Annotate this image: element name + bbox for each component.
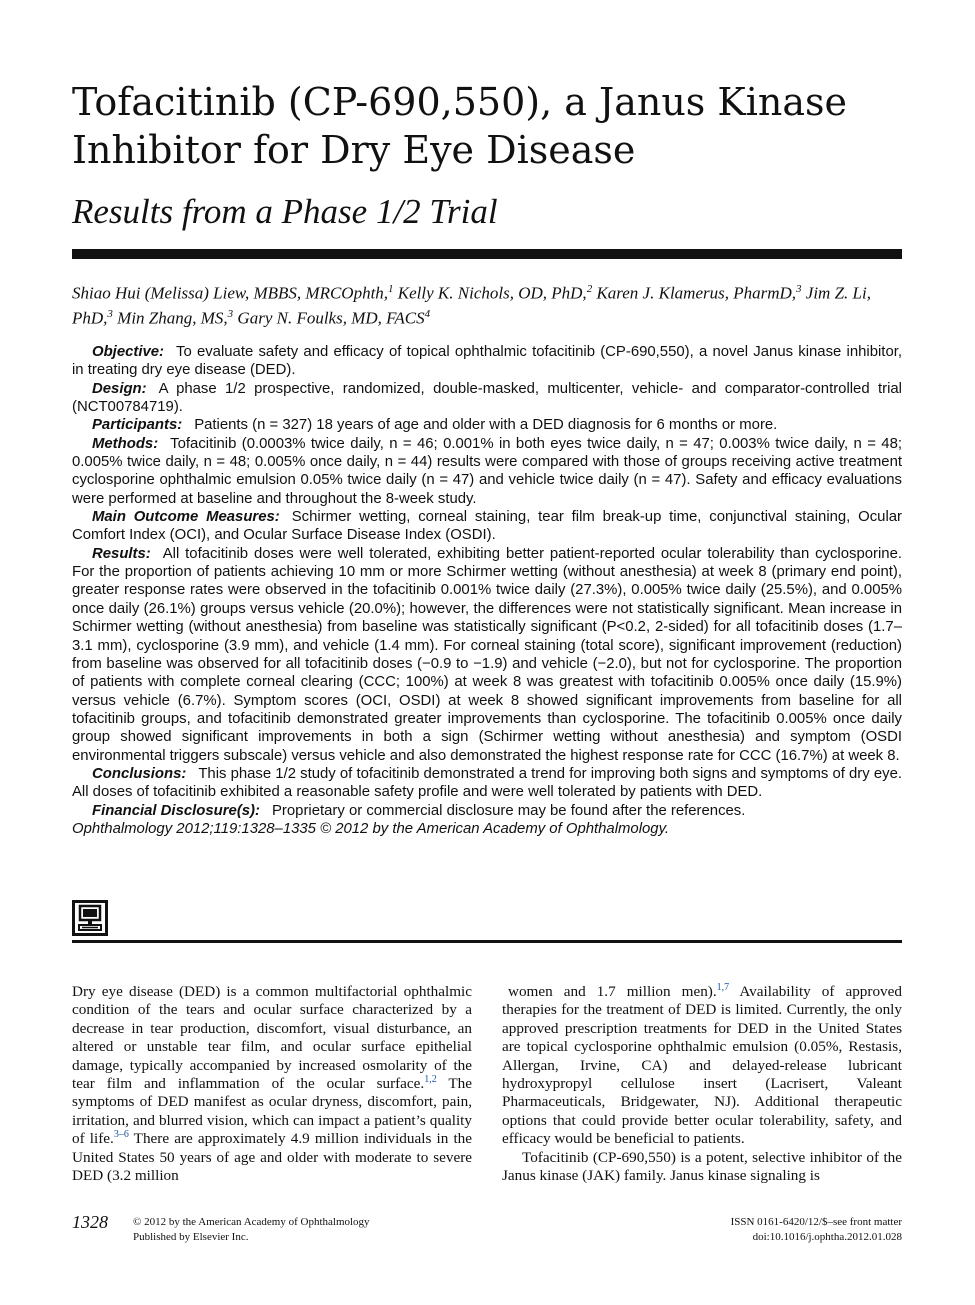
abstract-results bbox=[72, 545, 902, 765]
paragraph-text: women and 1.7 million men). bbox=[508, 983, 717, 1000]
abstract-conclusions bbox=[72, 765, 902, 802]
section-label: Participants: bbox=[92, 417, 183, 434]
section-label: Methods: bbox=[92, 435, 159, 452]
author-name: Gary N. Foulks, MD, FACS bbox=[237, 308, 425, 328]
affiliation-marker: 1 bbox=[388, 283, 394, 295]
section-text: To evaluate safety and efficacy of topical ophthalmic tofacitinib (CP-690,550), a novel Janus kinase inhibitor, in treating dry eye disease (DED). bbox=[72, 344, 902, 379]
section-text: A phase 1/2 prospective, randomized, double-masked, multicenter, vehicle- and comparator-controlled trial (NCT00784719). bbox=[72, 380, 902, 416]
affiliation-marker: 3 bbox=[796, 283, 802, 295]
copyright-line: © 2012 by the American Academy of Ophthalmology bbox=[133, 1216, 370, 1228]
section-text: This phase 1/2 study of tofacitinib demonstrated a trend for improving both signs and symptoms of dry eye. All doses of tofacitinib exhibited a reasonable safety profile and were well tolerated by patients with DED. bbox=[72, 765, 902, 801]
body-paragraph: Tofacitinib (CP-690,550) is a potent, selective inhibitor of the Janus kinase (JAK) family. Janus kinase signaling is bbox=[502, 1148, 902, 1185]
section-label: Objective: bbox=[92, 344, 164, 360]
abstract-objective bbox=[72, 343, 902, 380]
section-text: Proprietary or commercial disclosure may be found after the references. bbox=[271, 802, 746, 819]
abstract-methods bbox=[72, 435, 902, 508]
paragraph-text: The symptoms of DED manifest as ocular dryness, discomfort, pain, irritation, and blurred vision, which can impact a patient’s quality of life. bbox=[72, 1075, 472, 1148]
article-title: Tofacitinib (CP-690,550), a Janus Kinase Inhibitor for Dry Eye Disease bbox=[72, 80, 848, 172]
issn-line: ISSN 0161-6420/12/$–see front matter bbox=[730, 1216, 902, 1228]
author-name: Karen J. Klamerus, PharmD, bbox=[596, 283, 797, 303]
section-label: Conclusions: bbox=[92, 765, 187, 782]
author-name: Min Zhang, MS, bbox=[117, 308, 228, 328]
section-label: Financial Disclosure(s): bbox=[92, 802, 260, 819]
reference-link[interactable]: 1,7 bbox=[716, 981, 730, 993]
body-column-left bbox=[72, 983, 472, 1185]
section-text: All tofacitinib doses were well tolerated, exhibiting better patient-reported ocular tolerability than cyclosporine. For the proportion of patients achieving 10 mm or more Schirmer wetting (without anesthesia) at week 8 (primary end point), greater response rates were observed in the tofacitinib 0.001% twice daily (27.3%), 0.005% twice daily (25.5%), and 0.005% once daily (26.1%) groups versus vehicle (20.0%); however, the differences were not statistically significant. Mean increase in Schirmer wetting (without anesthesia) from baseline was statistically significant (P<0.2, 2-sided) for all tofacitinib doses (1.7–3.1 mm), cyclosporine (3.9 mm), and vehicle (1.4 mm). For corneal staining (total score), significant improvement (reduction) from baseline was observed for all tofacitinib doses (−0.9 to −1.9) and vehicle (−2.0), but not for cyclosporine. The proportion of patients with complete corneal clearing (CCC; 100%) at week 8 was greatest with tofacitinib 0.005% once daily (15.9%) versus vehicle (6.7%). Symptom scores (OCI, OSDI) at week 8 showed significant improvements from baseline for all tofacitinib groups, and tofacitinib demonstrated greater improvements than cyclosporine. The tofacitinib 0.005% once daily group showed significant improvements in both a sign (Schirmer wetting without anesthesia) and symptom (OSDI environmental triggers subscale) versus vehicle and also demonstrated the highest response rate for CCC (16.7%) at week 8. bbox=[72, 545, 902, 764]
footer-identifiers bbox=[731, 1215, 902, 1245]
reference-link[interactable]: 1,2 bbox=[424, 1073, 437, 1085]
computer-monitor-icon[interactable] bbox=[72, 900, 108, 936]
article-subtitle: Results from a Phase 1/2 Trial bbox=[72, 192, 498, 231]
paragraph-text: Availability of approved therapies for the treatment of DED is limited. Currently, the only approved prescription treatments for DED in the United States are topical cyclosporine ophthalmic emulsion (0.05%, Restasis, Allergan, Irvine, CA) and delayed-release lubricant hydroxypropyl cellulose insert (Lacrisert, Valeant Pharmaceuticals, Bridgewater, NJ). Additional therapeutic options that could provide better ocular tolerability, safety, and efficacy would be beneficial to patients. bbox=[502, 983, 902, 1148]
affiliation-marker: 3 bbox=[227, 307, 234, 320]
section-text: Tofacitinib (0.0003% twice daily, n = 46; 0.001% in both eyes twice daily, n = 47; 0.003% twice daily, n = 48; 0.005% twice daily, n = 48; 0.005% once daily, n = 44) results were compared with those of groups receiving active treatment cyclosporine ophthalmic emulsion 0.05% twice daily (n = 47) and vehicle twice daily (n = 47). Safety and efficacy evaluations were performed at baseline and throughout the 8-week study. bbox=[72, 435, 902, 507]
footer-copyright bbox=[133, 1215, 370, 1245]
page-number: 1328 bbox=[72, 1212, 108, 1232]
abstract-bottom-rule bbox=[72, 940, 902, 943]
abstract-financial bbox=[72, 802, 902, 820]
section-text: Patients (n = 327) 18 years of age and older with a DED diagnosis for 6 months or more. bbox=[194, 417, 778, 434]
affiliation-marker: 2 bbox=[586, 283, 593, 295]
abstract-citation: Ophthalmology 2012;119:1328–1335 © 2012 by the American Academy of Ophthalmology. bbox=[72, 820, 670, 837]
publisher-line: Published by Elsevier Inc. bbox=[133, 1231, 249, 1243]
author-list bbox=[72, 279, 902, 328]
author-name: Jim Z. Li, PhD, bbox=[72, 283, 871, 328]
section-label: Results: bbox=[92, 545, 151, 562]
body-column-right bbox=[502, 983, 902, 1185]
paragraph-text: There are approximately 4.9 million individuals in the United States 50 years of age and older with moderate to severe DED (3.2 million bbox=[72, 1130, 472, 1185]
section-label: Main Outcome Measures: bbox=[92, 509, 280, 526]
abstract bbox=[72, 343, 902, 838]
body-paragraph bbox=[502, 983, 902, 1149]
doi-link[interactable]: doi:10.1016/j.ophtha.2012.01.028 bbox=[752, 1231, 902, 1243]
paragraph-text: Dry eye disease (DED) is a common multifactorial ophthalmic condition of the tears and ocular surface characterized by a decrease in tear production, discomfort, visual disturbance, an altered or unstable tear film, and ocular surface epithelial damage, typically accompanied by increased osmolarity of the tear film and inflammation of the ocular surface. bbox=[72, 983, 472, 1093]
affiliation-marker: 4 bbox=[424, 307, 431, 320]
section-label: Design: bbox=[92, 380, 147, 397]
reference-link[interactable]: 3–6 bbox=[113, 1129, 129, 1141]
section-text: Schirmer wetting, corneal staining, tear film break-up time, conjunctival staining, Ocular Comfort Index (OCI), and Ocular Surface Disease Index (OSDI). bbox=[72, 509, 902, 544]
abstract-design bbox=[72, 380, 902, 417]
affiliation-marker: 3 bbox=[107, 307, 113, 320]
author-name: Shiao Hui (Melissa) Liew, MBBS, MRCOphth, bbox=[72, 283, 389, 303]
body-paragraph bbox=[72, 983, 472, 1185]
title-rule bbox=[72, 249, 902, 259]
abstract-participants bbox=[72, 416, 902, 434]
author-name: Kelly K. Nichols, OD, PhD, bbox=[397, 283, 587, 303]
abstract-main-outcome bbox=[72, 508, 902, 545]
